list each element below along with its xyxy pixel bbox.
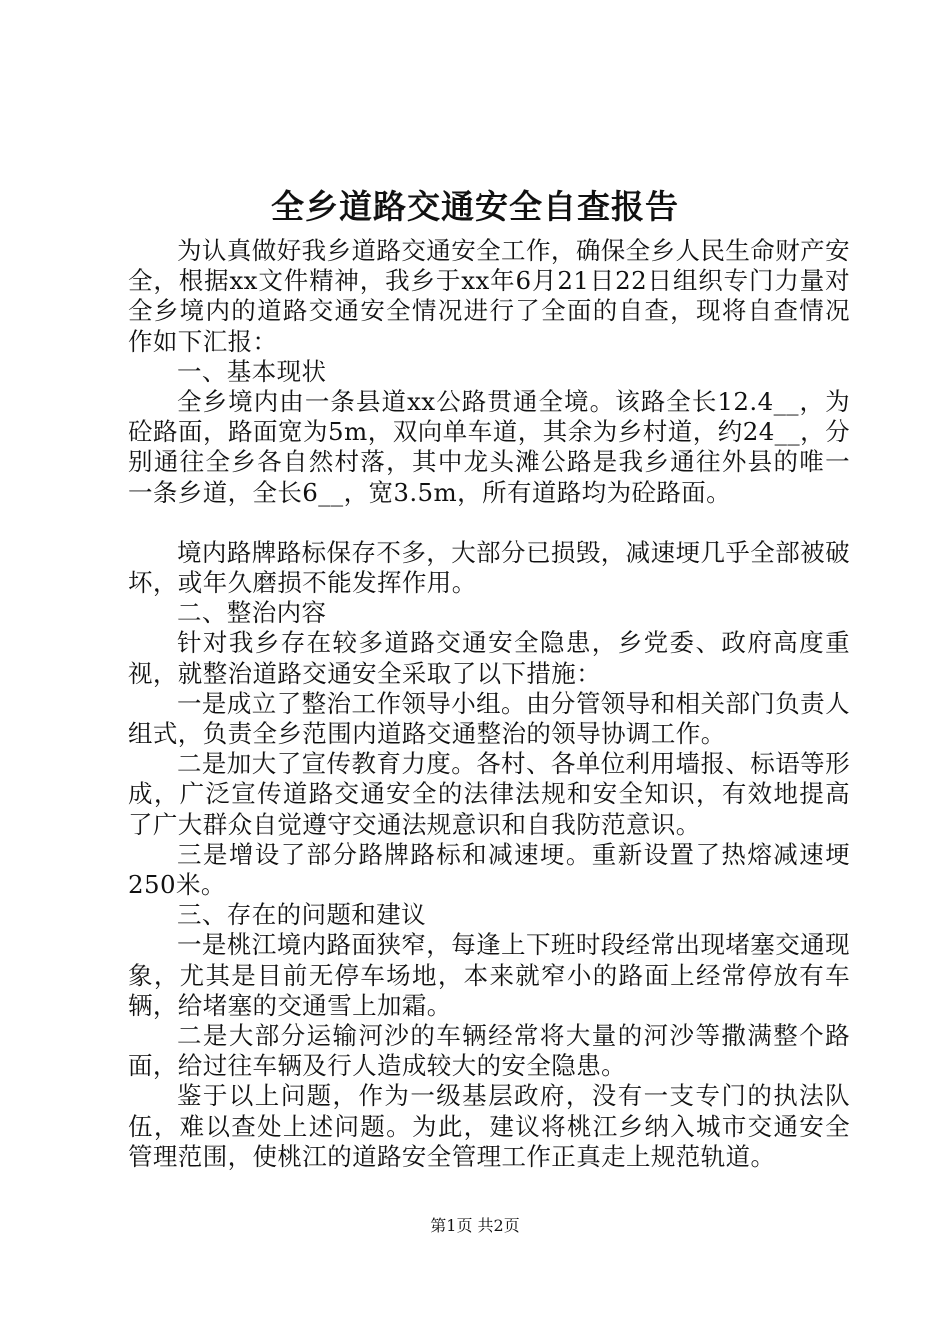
section-heading-problems: 三、存在的问题和建议 <box>177 900 426 930</box>
document-body <box>128 236 850 1172</box>
page-number-footer: 第1页 共2页 <box>430 1216 520 1235</box>
problems-paragraph-narrow-roads: 一是桃江境内路面狭窄，每逢上下班时段经常出现堵塞交通现象，尤其是目前无停车场地，本来就窄小的路面上经常停放有车辆，给堵塞的交通雪上加霜。 <box>128 930 850 1020</box>
rectification-paragraph-group: 一是成立了整治工作领导小组。由分管领导和相关部门负责人组式，负责全乡范围内道路交通整治的领导协调工作。 <box>128 688 850 749</box>
section-heading-rectification: 二、整治内容 <box>177 598 327 628</box>
problems-paragraph-sand-trucks: 二是大部分运输河沙的车辆经常将大量的河沙等撒满整个路面，给过往车辆及行人造成较大的安全隐患。 <box>128 1021 850 1081</box>
basic-status-paragraph-roads: 全乡境内由一条县道xx公路贯通全境。该路全长12.4__，为砼路面，路面宽为5m，双向单车道，其余为乡村道，约24__，分别通往全乡各自然村落，其中龙头滩公路是我乡通往外县的唯一一条乡道，全长6__，宽3.5m，所有道路均为砼路面。 <box>128 387 850 507</box>
rectification-paragraph-publicity: 二是加大了宣传教育力度。各村、各单位利用墙报、标语等形成，广泛宣传道路交通安全的法律法规和安全知识，有效地提高了广大群众自觉遵守交通法规意识和自我防范意识。 <box>128 749 850 839</box>
rectification-paragraph-signs: 三是增设了部分路牌路标和减速埂。重新设置了热熔减速埂250米。 <box>128 839 850 900</box>
problems-paragraph-suggestion: 鉴于以上问题，作为一级基层政府，没有一支专门的执法队伍，难以查处上述问题。为此，建议将桃江乡纳入城市交通安全管理范围，使桃江的道路安全管理工作正真走上规范轨道。 <box>128 1081 850 1171</box>
section-heading-basic-status: 一、基本现状 <box>177 356 327 386</box>
intro-paragraph: 为认真做好我乡道路交通安全工作，确保全乡人民生命财产安全，根据xx文件精神，我乡于xx年6月21日22日组织专门力量对全乡境内的道路交通安全情况进行了全面的自查，现将自查情况作如下汇报： <box>128 236 850 356</box>
rectification-paragraph-intro: 针对我乡存在较多道路交通安全隐患，乡党委、政府高度重视，就整治道路交通安全采取了以下措施： <box>128 628 850 688</box>
basic-status-paragraph-signs: 境内路牌路标保存不多，大部分已损毁，减速埂几乎全部被破坏，或年久磨损不能发挥作用。 <box>128 537 850 598</box>
document-title: 全乡道路交通安全自查报告 <box>271 187 679 226</box>
paragraph-gap <box>128 508 850 538</box>
